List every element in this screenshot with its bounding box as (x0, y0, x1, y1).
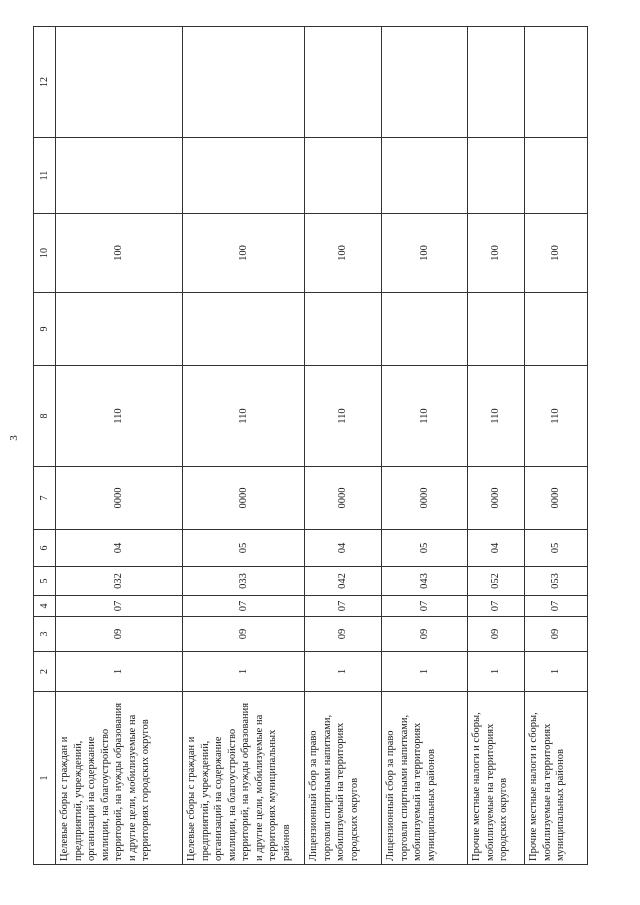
revenue-name: Лицензионный сбор за право торговли спиртными напитками, мобилизуемый на территориях городских округов (305, 692, 382, 865)
revenue-table (33, 26, 588, 865)
revenue-name: Прочие местные налоги и сборы, мобилизуемые на территориях муниципальных районов (525, 692, 588, 865)
cell-c9 (525, 293, 588, 366)
column-header: 7 (34, 467, 56, 530)
cell-c5: 032 (56, 567, 183, 596)
cell-c8: 110 (56, 366, 183, 467)
cell-c6: 05 (183, 530, 305, 567)
cell-c10: 100 (183, 214, 305, 293)
cell-c7: 0000 (382, 467, 468, 530)
cell-c10: 100 (56, 214, 183, 293)
column-header: 8 (34, 366, 56, 467)
cell-c2: 1 (525, 652, 588, 692)
cell-c4: 07 (183, 596, 305, 617)
cell-c11 (56, 138, 183, 214)
cell-c9 (183, 293, 305, 366)
column-header: 9 (34, 293, 56, 366)
cell-c5: 052 (468, 567, 525, 596)
table-row (183, 27, 305, 865)
cell-c7: 0000 (183, 467, 305, 530)
cell-c5: 042 (305, 567, 382, 596)
cell-c7: 0000 (525, 467, 588, 530)
cell-c10: 100 (305, 214, 382, 293)
cell-c6: 04 (468, 530, 525, 567)
column-header: 1 (34, 692, 56, 865)
cell-c3: 09 (382, 617, 468, 652)
cell-c9 (56, 293, 183, 366)
cell-c8: 110 (468, 366, 525, 467)
revenue-name: Лицензионный сбор за право торговли спиртными напитками, мобилизуемый на территориях муниципальных районов (382, 692, 468, 865)
cell-c10: 100 (525, 214, 588, 293)
cell-c2: 1 (305, 652, 382, 692)
column-header: 3 (34, 617, 56, 652)
cell-c11 (468, 138, 525, 214)
cell-c5: 053 (525, 567, 588, 596)
cell-c2: 1 (468, 652, 525, 692)
column-header: 5 (34, 567, 56, 596)
cell-c3: 09 (468, 617, 525, 652)
cell-c9 (305, 293, 382, 366)
cell-c8: 110 (305, 366, 382, 467)
cell-c4: 07 (56, 596, 183, 617)
cell-c12 (305, 27, 382, 138)
cell-c6: 04 (305, 530, 382, 567)
cell-c6: 05 (525, 530, 588, 567)
column-header: 10 (34, 214, 56, 293)
cell-c7: 0000 (56, 467, 183, 530)
cell-c3: 09 (305, 617, 382, 652)
column-header: 12 (34, 27, 56, 138)
cell-c4: 07 (525, 596, 588, 617)
cell-c8: 110 (382, 366, 468, 467)
cell-c4: 07 (382, 596, 468, 617)
cell-c11 (525, 138, 588, 214)
cell-c9 (382, 293, 468, 366)
cell-c2: 1 (183, 652, 305, 692)
cell-c7: 0000 (468, 467, 525, 530)
rotated-table-wrapper (33, 28, 588, 865)
revenue-name: Целевые сборы с граждан и предприятий, учреждений, организаций на содержание милиции, на благоустройство территорий, на нужды образования и другие цели, мобилизуемые на территориях городских округов (56, 692, 183, 865)
cell-c5: 033 (183, 567, 305, 596)
cell-c6: 04 (56, 530, 183, 567)
table-row (382, 27, 468, 865)
cell-c3: 09 (56, 617, 183, 652)
page-number: 3 (8, 435, 20, 441)
cell-c8: 110 (183, 366, 305, 467)
cell-c12 (183, 27, 305, 138)
table-row (305, 27, 382, 865)
cell-c9 (468, 293, 525, 366)
cell-c8: 110 (525, 366, 588, 467)
column-number-row (34, 27, 56, 865)
column-header: 2 (34, 652, 56, 692)
cell-c10: 100 (382, 214, 468, 293)
rotated-page (33, 28, 588, 865)
cell-c12 (525, 27, 588, 138)
column-header: 11 (34, 138, 56, 214)
column-header: 4 (34, 596, 56, 617)
column-header: 6 (34, 530, 56, 567)
table-row (468, 27, 525, 865)
cell-c5: 043 (382, 567, 468, 596)
cell-c12 (382, 27, 468, 138)
cell-c3: 09 (183, 617, 305, 652)
table-row (525, 27, 588, 865)
cell-c3: 09 (525, 617, 588, 652)
cell-c11 (382, 138, 468, 214)
cell-c10: 100 (468, 214, 525, 293)
cell-c7: 0000 (305, 467, 382, 530)
revenue-name: Прочие местные налоги и сборы, мобилизуемые на территориях городских округов (468, 692, 525, 865)
cell-c12 (56, 27, 183, 138)
cell-c6: 05 (382, 530, 468, 567)
cell-c2: 1 (56, 652, 183, 692)
cell-c11 (305, 138, 382, 214)
cell-c4: 07 (305, 596, 382, 617)
cell-c12 (468, 27, 525, 138)
cell-c11 (183, 138, 305, 214)
cell-c2: 1 (382, 652, 468, 692)
table-row (56, 27, 183, 865)
cell-c4: 07 (468, 596, 525, 617)
revenue-name: Целевые сборы с граждан и предприятий, учреждений, организаций на содержание милиции, на благоустройство территорий, на нужды образования и другие цели, мобилизуемые на территориях муниципальных районов (183, 692, 305, 865)
